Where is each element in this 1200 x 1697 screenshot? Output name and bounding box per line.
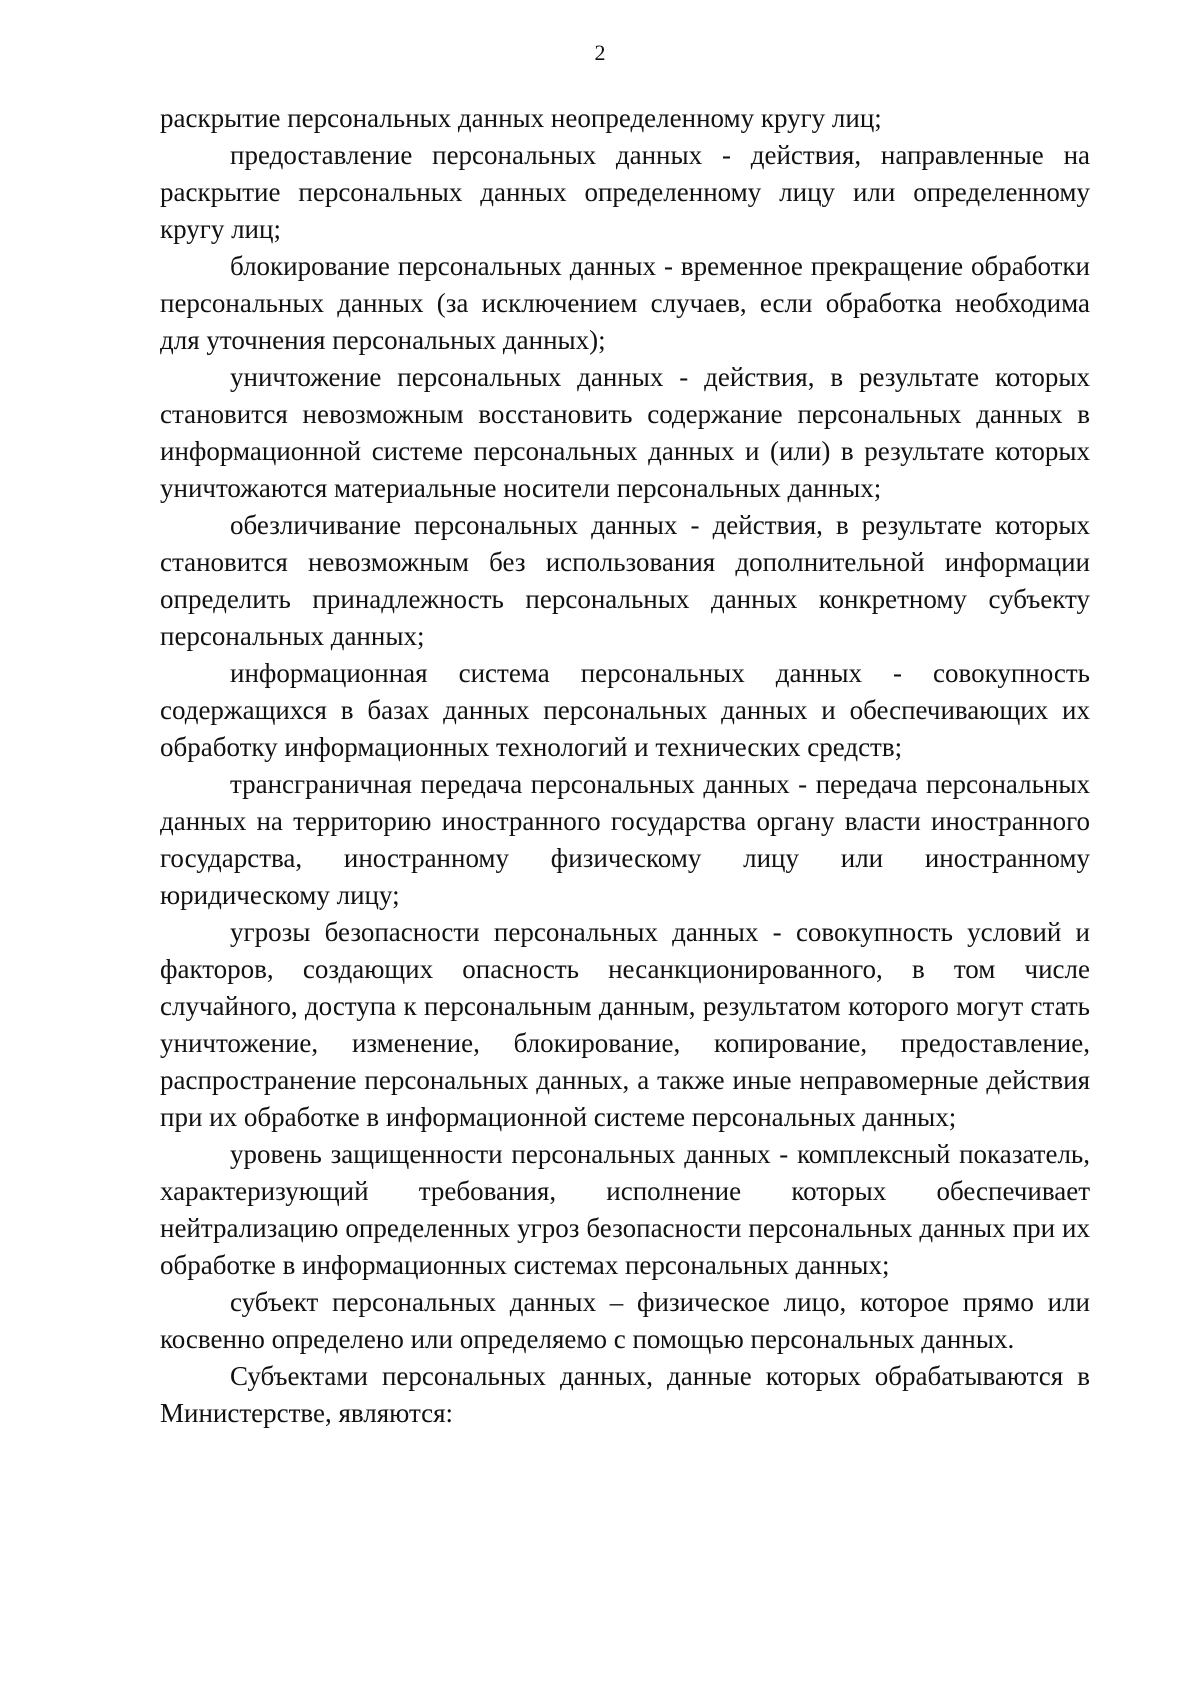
paragraph-depersonalization: обезличивание персональных данных - действия, в результате которых становится невозможным без использования дополнительной информации определить принадлежность персональных данных конкретному субъекту персональных данных; (160, 510, 1090, 651)
page-number: 2 (594, 40, 606, 65)
paragraph-cross-border-transfer: трансграничная передача персональных данных - передача персональных данных на территорию иностранного государства органу власти иностранного государства, иностранному физическому лицу или иностранному юридическому лицу; (160, 769, 1090, 910)
paragraph-blocking: блокирование персональных данных - временное прекращение обработки персональных данных (за исключением случаев, если обработка необходима для уточнения персональных данных); (160, 251, 1090, 355)
paragraph-protection-level: уровень защищенности персональных данных - комплексный показатель, характеризующий требования, исполнение которых обеспечивает нейтрализацию определенных угроз безопасности персональных данных при их обработке в информационных системах персональных данных; (160, 1139, 1090, 1280)
paragraph-disclosure-continued: раскрытие персональных данных неопределенному кругу лиц; (160, 103, 882, 133)
paragraph-data-subject: субъект персональных данных – физическое лицо, которое прямо или косвенно определено или определяемо с помощью персональных данных. (160, 1287, 1090, 1354)
paragraph-security-threats: угрозы безопасности персональных данных - совокупность условий и факторов, создающих опасность несанкционированного, в том числе случайного, доступа к персональным данным, результатом которого могут стать уничтожение, изменение, блокирование, копирование, предоставление, распространение персональных данных, а также иные неправомерные действия при их обработке в информационной системе персональных данных; (160, 917, 1090, 1132)
paragraph-information-system: информационная система персональных данных - совокупность содержащихся в базах данных персональных данных и обеспечивающих их обработку информационных технологий и технических средств; (160, 658, 1090, 762)
document-body (160, 100, 1090, 1432)
paragraph-destruction: уничтожение персональных данных - действия, в результате которых становится невозможным восстановить содержание персональных данных в информационной системе персональных данных и (или) в результате которых уничтожаются материальные носители персональных данных; (160, 362, 1090, 503)
paragraph-provision: предоставление персональных данных - действия, направленные на раскрытие персональных данных определенному лицу или определенному кругу лиц; (160, 140, 1090, 244)
paragraph-data-subjects-list-intro: Субъектами персональных данных, данные которых обрабатываются в Министерстве, являются: (160, 1361, 1090, 1428)
